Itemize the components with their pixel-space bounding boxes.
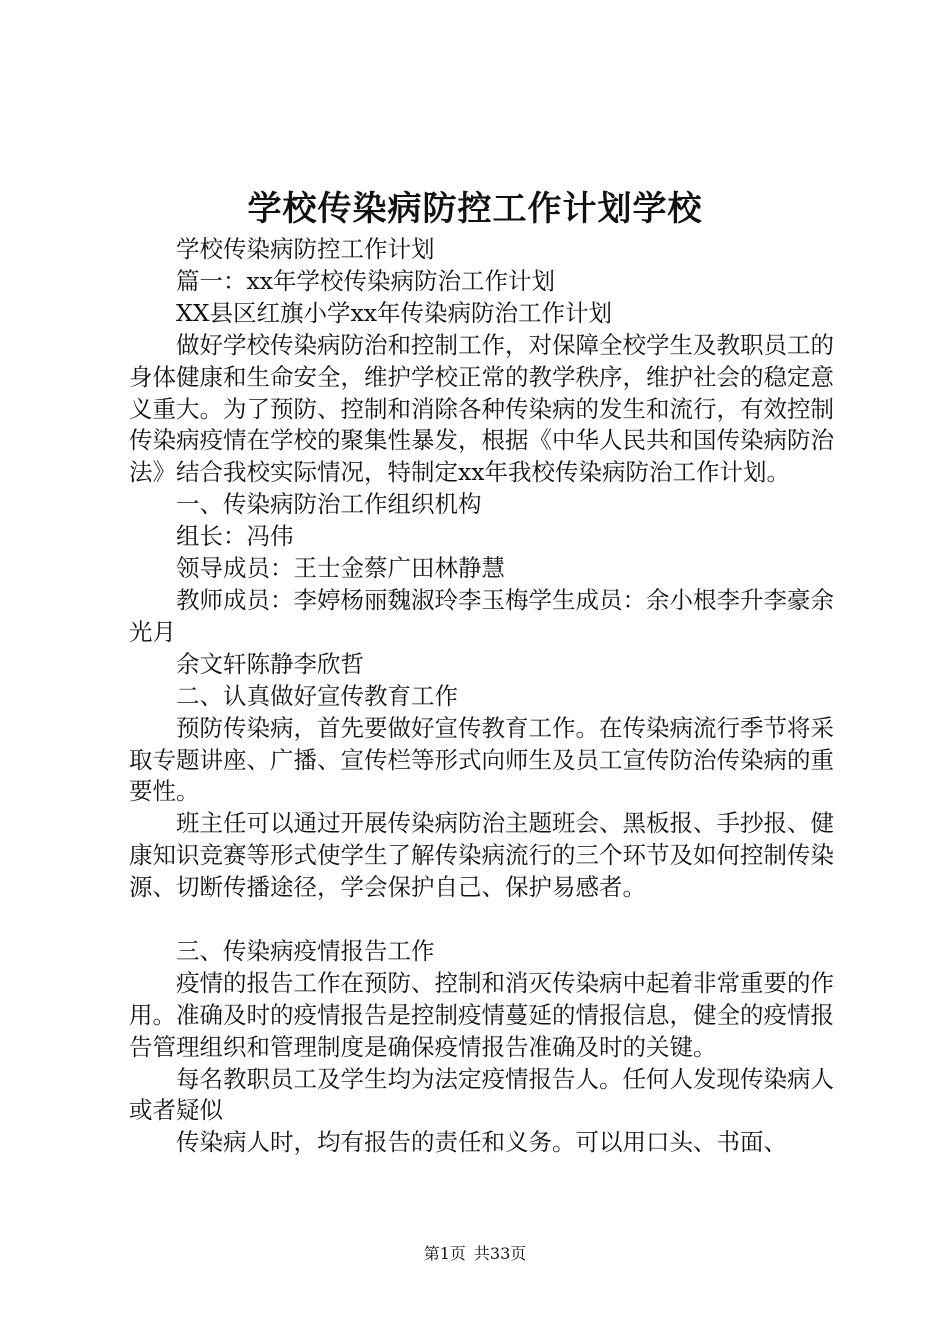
paragraph-reporting-duty: 传染病人时，均有报告的责任和义务。可以用口头、书面、 [176,1128,787,1157]
paragraph-teacher-members: 教师成员：李婷杨丽魏淑玲李玉梅学生成员：余小根李升李豪余光月 [129,585,834,646]
document-title: 学校传染病防控工作计划学校 [247,189,703,229]
blank-line [129,904,834,936]
page-footer [0,1242,950,1266]
paragraph-reporting: 疫情的报告工作在预防、控制和消灭传染病中起着非常重要的作用。准确及时的疫情报告是控制疫情蔓延的情报信息，健全的疫情报告管理组织和管理制度是确保疫情报告准确及时的关键。 [129,968,834,1061]
paragraph-chapter-heading: 篇一：xx年学校传染病防治工作计划 [176,266,556,295]
section-heading-organization: 一、传染病防治工作组织机构 [176,490,482,519]
paragraph-publicity: 预防传染病，首先要做好宣传教育工作。在传染病流行季节将采取专题讲座、广播、宣传栏等形式向师生及员工宣传防治传染病的重要性。 [129,713,834,806]
paragraph-intro: 做好学校传染病防治和控制工作，对保障全校学生及教职员工的身体健康和生命安全，维护学校正常的教学秩序，维护社会的稳定意义重大。为了预防、控制和消除各种传染病的发生和流行，有效控制传染病疫情在学校的聚集性暴发，根据《中华人民共和国传染病防治法》结合我校实际情况，特制定xx年我校传染病防治工作计划。 [129,330,834,487]
section-heading-reporting: 三、传染病疫情报告工作 [176,936,435,965]
paragraph-subtitle: 学校传染病防控工作计划 [176,235,435,263]
paragraph-reporters: 每名教职员工及学生均为法定疫情报告人。任何人发现传染病人或者疑似 [129,1064,834,1125]
paragraph-student-members: 余文轩陈静李欣哲 [176,649,364,678]
section-heading-publicity: 二、认真做好宣传教育工作 [176,681,458,710]
paragraph-class-teacher: 班主任可以通过开展传染病防治主题班会、黑板报、手抄报、健康知识竞赛等形式使学生了解传染病流行的三个环节及如何控制传染源、切断传播途径，学会保护自己、保护易感者。 [129,809,834,902]
paragraph-plan-heading: XX县区红旗小学xx年传染病防治工作计划 [176,298,612,327]
page-total: 共33页 [473,1244,527,1263]
page-number: 第1页 [423,1244,466,1263]
paragraph-leader: 组长：冯伟 [176,522,294,551]
document-body [129,234,834,1159]
paragraph-leading-members: 领导成员：王士金蔡广田林静慧 [176,554,505,583]
